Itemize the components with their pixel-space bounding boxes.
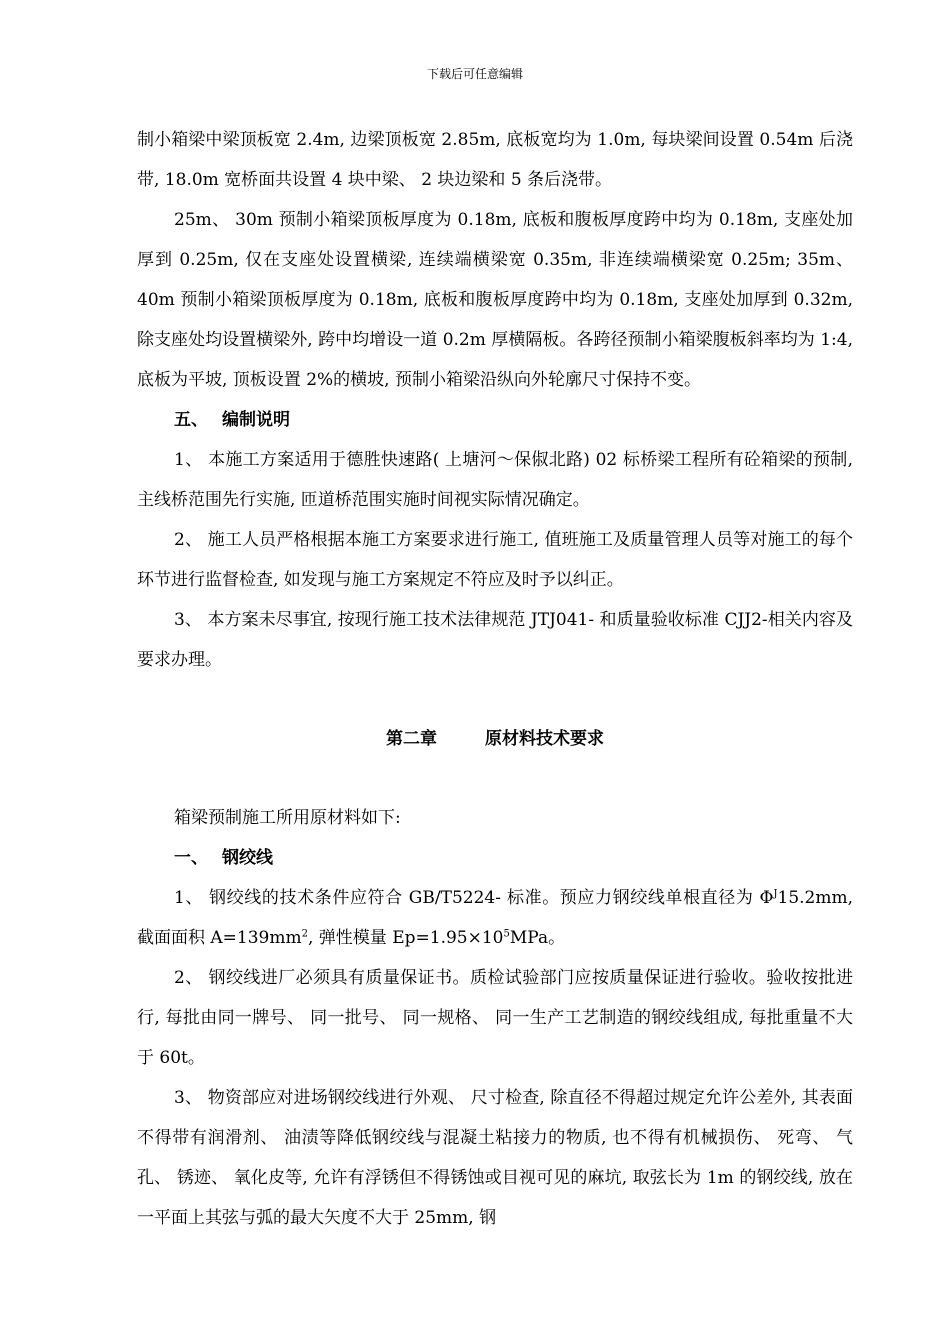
paragraph-materials-intro: 箱梁预制施工所用原材料如下: — [174, 808, 401, 828]
section-title: 钢绞线 — [222, 848, 273, 868]
text-run: , 弹性模量 Ep=1.95×10 — [308, 928, 504, 948]
paragraph-strand-inspection: 3、 物资部应对进场钢绞线进行外观、 尺寸检查, 除直径不得超过规定允许公差外, 其表面不得带有润滑剂、 油渍等降低钢绞线与混凝土粘接力的物质, 也不得有机械损伤、 死弯、 气孔、 锈迹、 氧化皮等, 允许有浮锈但不得锈蚀或目视可见的麻坑, 取弦长为 1m 的钢绞线, 放在一平面上其弦与弧的最大矢度不大于 25mm, 钢 — [137, 1088, 853, 1228]
paragraph-scope: 1、 本施工方案适用于德胜快速路( 上塘河～保俶北路) 02 标桥梁工程所有砼箱梁的预制, 主线桥范围先行实施, 匝道桥范围实施时间视实际情况确定。 — [137, 450, 853, 510]
text-run: 15.2mm, 截面面积 A=139mm — [137, 888, 853, 948]
document-body — [137, 120, 853, 1238]
paragraph-personnel: 2、 施工人员严格根据本施工方案要求进行施工, 值班施工及质量管理人员等对施工的每个环节进行监督检查, 如发现与施工方案规定不符应及时予以纠正。 — [137, 530, 853, 590]
section-title: 编制说明 — [222, 410, 290, 430]
section-heading-strand — [137, 838, 853, 878]
paragraph-beam-widths: 制小箱梁中梁顶板宽 2.4m, 边梁顶板宽 2.85m, 底板宽均为 1.0m, 每块梁间设置 0.54m 后浇带, 18.0m 宽桥面共设置 4 块中梁、 2 块边梁和 5 条后浇带。 — [137, 130, 853, 190]
superscript: 5 — [503, 928, 510, 940]
superscript: 2 — [301, 928, 308, 940]
header-note: 下载后可任意编辑 — [426, 67, 523, 81]
text-run: MPa。 — [509, 928, 566, 948]
paragraph-standards: 3、 本方案未尽事宜, 按现行施工技术法律规范 JTJ041- 和质量验收标准 CJJ2-相关内容及要求办理。 — [137, 610, 853, 670]
paragraph-strand-acceptance: 2、 钢绞线进厂必须具有质量保证书。质检试验部门应按质量保证进行验收。验收按批进行, 每批由同一牌号、 同一批号、 同一规格、 同一生产工艺制造的钢绞线组成, 每批重量不大于 60t。 — [137, 968, 853, 1068]
section-heading-compilation — [137, 400, 853, 440]
paragraph-strand-spec — [137, 878, 853, 958]
section-number: 五、 — [174, 410, 208, 430]
chapter-number: 第二章 — [386, 729, 437, 749]
paragraph-beam-thickness: 25m、 30m 预制小箱梁顶板厚度为 0.18m, 底板和腹板厚度跨中均为 0.18m, 支座处加厚到 0.25m, 仅在支座处设置横梁, 连续端横梁宽 0.35m, 非连续端横梁宽 0.25m; 35m、 40m 预制小箱梁顶板厚度为 0.18m, 底板和腹板厚度跨中均为 0.18m, 支座处加厚到 0.32m, 除支座处均设置横梁外, 跨中均增设一道 0.2m 厚横隔板。各跨径预制小箱梁腹板斜率均为 1:4, 底板为平坡, 顶板设置 2%的横坡, 预制小箱梁沿纵向外轮廓尺寸保持不变。 — [137, 210, 853, 390]
section-number: 一、 — [174, 848, 208, 868]
chapter-title: 原材料技术要求 — [485, 729, 604, 749]
text-run: 1、 钢绞线的技术条件应符合 GB/T5224- 标准。预应力钢绞线单根直径为 Φ — [174, 888, 774, 908]
chapter-heading — [137, 680, 853, 798]
superscript: J — [773, 888, 778, 900]
